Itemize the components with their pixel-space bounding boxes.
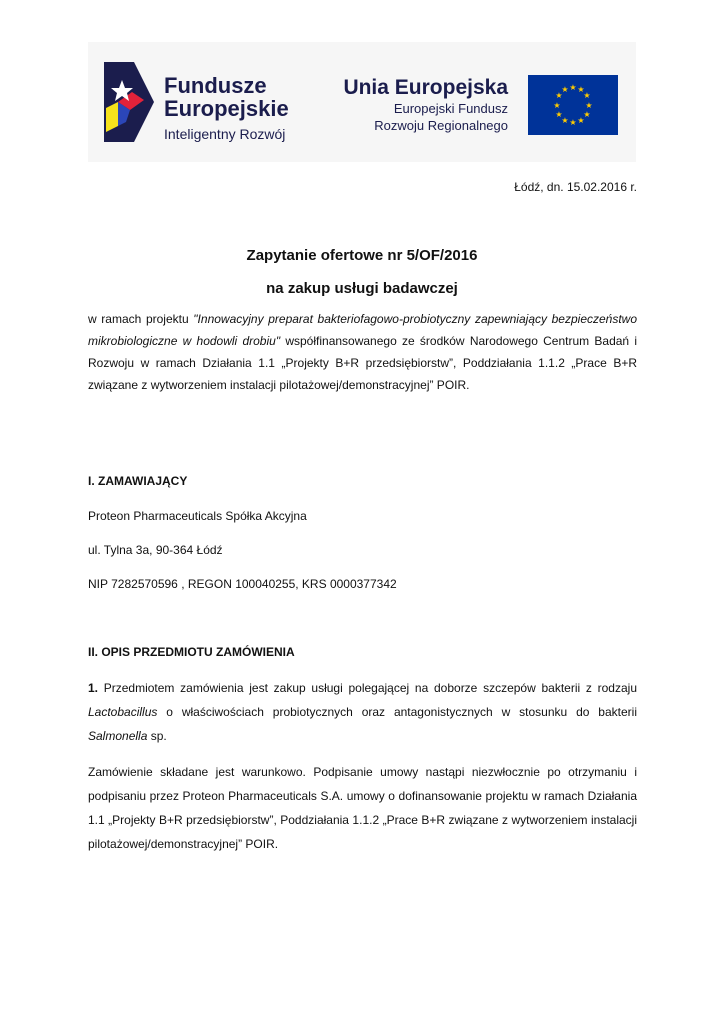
genus-lactobacillus: Lactobacillus xyxy=(88,705,158,719)
p1-text-c: o właściwościach probiotycznych oraz antagonistycznych w stosunku do bakterii xyxy=(157,705,637,719)
fundusze-europejskie-logo-icon xyxy=(104,62,154,142)
p1-text-a: Przedmiotem zamówienia jest zakup usługi polegającej na doborze szczepów bakterii z rodzaju xyxy=(98,681,637,695)
fe-line-3: Inteligentny Rozwój xyxy=(164,126,286,142)
svg-text:★: ★ xyxy=(555,110,563,119)
svg-text:★: ★ xyxy=(583,91,591,100)
intro-text-a: w ramach projektu xyxy=(88,312,194,326)
svg-text:★: ★ xyxy=(583,110,591,119)
ue-line-2: Europejski Fundusz xyxy=(393,101,508,116)
svg-text:★: ★ xyxy=(553,101,561,110)
ue-line-1: Unia Europejska xyxy=(343,76,508,99)
ue-line-3: Rozwoju Regionalnego xyxy=(374,118,508,133)
company-address: ul. Tylna 3a, 90-364 Łódź xyxy=(88,543,223,557)
company-name: Proteon Pharmaceuticals Spółka Akcyjna xyxy=(88,509,307,523)
svg-text:★: ★ xyxy=(569,118,577,127)
svg-text:★: ★ xyxy=(561,116,569,125)
document-date: Łódź, dn. 15.02.2016 r. xyxy=(514,180,637,194)
eu-flag-icon xyxy=(528,75,618,135)
order-subject-paragraph xyxy=(88,676,637,748)
fe-line-2: Europejskie xyxy=(164,96,289,121)
svg-text:★: ★ xyxy=(577,116,585,125)
genus-salmonella: Salmonella xyxy=(88,729,148,743)
unia-europejska-wordmark xyxy=(343,76,508,134)
svg-text:★: ★ xyxy=(569,83,577,92)
svg-text:★: ★ xyxy=(585,101,593,110)
document-title: Zapytanie ofertowe nr 5/OF/2016 xyxy=(246,247,478,264)
conditional-order-paragraph: Zamówienie składane jest warunkowo. Podpisanie umowy nastąpi niezwłocznie po otrzymaniu i podpisaniu przez Proteon Pharmaceuticals S.A. umowy o dofinansowanie projektu w ramach Działania 1.1 „Projekty B+R przedsiębiorstw”, Poddziałania 1.1.2 „Prace B+R związane z wytworzeniem instalacji pilotażowej/demonstracyjnej” POIR. xyxy=(88,765,637,851)
intro-text-c: współfinansowanego ze środków Narodowego Centrum Badań i Rozwoju w ramach Działania 1.1 „Projekty B+R przedsiębiorstw”, Poddziałania 1.1.2 „Prace B+R związane z wytworzeniem instalacji pilotażowej/demonstracyjnej” POIR. xyxy=(88,334,637,392)
company-identifiers: NIP 7282570596 , REGON 100040255, KRS 0000377342 xyxy=(88,577,397,591)
p1-text-e: sp. xyxy=(147,729,167,743)
svg-text:★: ★ xyxy=(555,91,563,100)
intro-paragraph xyxy=(88,308,637,396)
section-1-heading: I. ZAMAWIAJĄCY xyxy=(88,474,188,488)
paragraph-number: 1. xyxy=(88,681,99,695)
section-2-heading: II. OPIS PRZEDMIOTU ZAMÓWIENIA xyxy=(88,645,295,659)
project-name: "Innowacyjny preparat bakteriofagowo-probiotyczny zapewniający bezpieczeństwo mikrobiologiczne w hodowli drobiu" xyxy=(88,312,638,348)
svg-text:★: ★ xyxy=(561,85,569,94)
fundusze-europejskie-wordmark xyxy=(164,74,289,142)
svg-text:★: ★ xyxy=(577,85,585,94)
fe-line-1: Fundusze xyxy=(164,73,267,98)
document-subtitle: na zakup usługi badawczej xyxy=(266,280,458,297)
